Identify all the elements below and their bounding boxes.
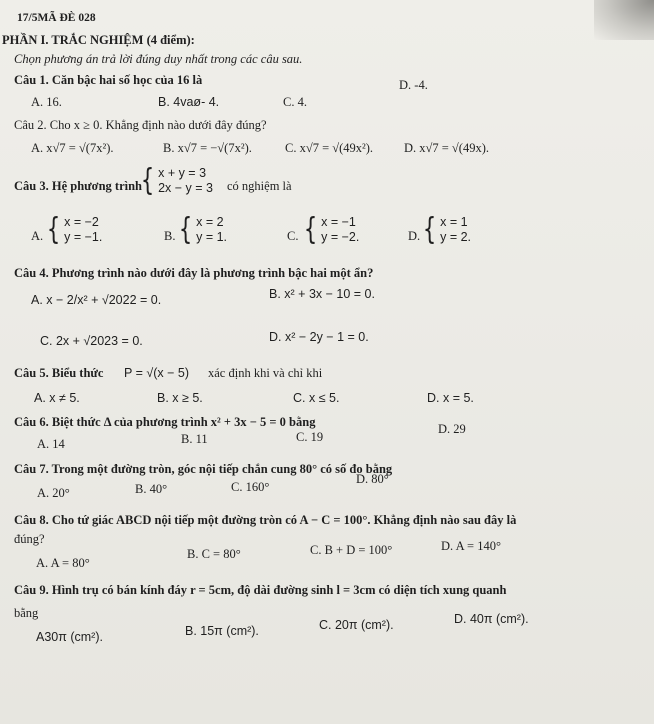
q7-option-c: C. 160°	[231, 480, 270, 494]
q2-option-b: B. x√7 = −√(7x²).	[163, 141, 252, 155]
q1-option-b: B. 4vaø- 4.	[158, 95, 220, 109]
q4-option-d: D. x² − 2y − 1 = 0.	[269, 330, 369, 344]
q3-b-row-2: y = 1.	[196, 230, 228, 244]
q5-option-b: B. x ≥ 5.	[157, 391, 203, 405]
q3-c-row-1: x = −1	[321, 215, 356, 229]
instruction: Chọn phương án trả lời đúng duy nhất trong các câu sau.	[14, 52, 303, 66]
q4-stem: Câu 4. Phương trình nào dưới đây là phương trình bậc hai một ẩn?	[14, 266, 374, 280]
q5-expression: P = √(x − 5)	[124, 366, 189, 380]
q3-option-b	[176, 212, 228, 247]
page-corner-shadow	[594, 0, 654, 40]
q5-option-a: A. x ≠ 5.	[34, 391, 80, 405]
q4-option-c: C. 2x + √2023 = 0.	[40, 334, 143, 348]
q7-option-d: D. 80°	[356, 472, 389, 486]
q8-stem: Câu 8. Cho tứ giác ABCD nội tiếp một đường tròn có A − C = 100°. Khẳng định nào sau đây là	[14, 513, 517, 527]
q3-option-c	[301, 212, 360, 247]
q6-option-a: A. 14	[37, 437, 65, 451]
q1-option-a: A. 16.	[31, 95, 62, 109]
q2-option-c: C. x√7 = √(49x²).	[285, 141, 374, 155]
q5-option-c: C. x ≤ 5.	[293, 391, 340, 405]
q3-option-a-label: A.	[31, 229, 44, 243]
q8-stem-2: đúng?	[14, 532, 45, 546]
q5-option-d: D. x = 5.	[427, 391, 474, 405]
brace: {	[303, 212, 318, 247]
q1-option-d: D. -4.	[399, 78, 428, 92]
q5-stem-end: xác định khi và chỉ khi	[208, 366, 323, 380]
q3-b-row-1: x = 2	[196, 215, 224, 229]
q9-option-b: B. 15π (cm²).	[185, 624, 259, 638]
q3-a-row-1: x = −2	[64, 215, 99, 229]
q7-option-b: B. 40°	[135, 482, 168, 496]
q9-option-d: D. 40π (cm²).	[454, 612, 529, 626]
q3-system-row-2: 2x − y = 3	[158, 181, 213, 195]
q4-option-a: A. x − 2/x² + √2022 = 0.	[31, 293, 162, 307]
q5-stem-start: Câu 5. Biểu thức	[14, 366, 104, 380]
q7-option-a: A. 20°	[37, 486, 70, 500]
q2-option-a: A. x√7 = √(7x²).	[31, 141, 114, 155]
q3-option-d-label: D.	[408, 229, 421, 243]
q1-option-c: C. 4.	[283, 95, 307, 109]
section-title: PHẦN I. TRẮC NGHIỆM (4 điểm):	[2, 33, 195, 47]
q8-option-a: A. A = 80°	[36, 556, 90, 570]
brace: {	[140, 163, 155, 198]
q3-system	[138, 163, 213, 198]
q7-stem: Câu 7. Trong một đường tròn, góc nội tiếp chắn cung 80° có số đo bằng	[14, 462, 393, 476]
q3-a-row-2: y = −1.	[64, 230, 103, 244]
q3-system-row-1: x + y = 3	[158, 166, 207, 180]
q3-option-b-label: B.	[164, 229, 176, 243]
q3-stem-end: có nghiệm là	[227, 179, 292, 193]
q9-option-a: A30π (cm²).	[36, 630, 103, 644]
q8-option-c: C. B + D = 100°	[310, 543, 393, 557]
q2-stem: Câu 2. Cho x ≥ 0. Khẳng định nào dưới đây đúng?	[14, 118, 267, 132]
q8-option-b: B. C = 80°	[187, 547, 241, 561]
q2-option-d: D. x√7 = √(49x).	[404, 141, 489, 155]
q9-stem: Câu 9. Hình trụ có bán kính đáy r = 5cm, độ dài đường sinh l = 3cm có diện tích xung quanh	[14, 583, 507, 597]
q3-option-c-label: C.	[287, 229, 299, 243]
brace: {	[422, 212, 437, 247]
brace: {	[178, 212, 193, 247]
q3-d-row-2: y = 2.	[440, 230, 472, 244]
q8-option-d: D. A = 140°	[441, 539, 501, 553]
q3-option-a	[44, 212, 103, 247]
q3-d-row-1: x = 1	[440, 215, 468, 229]
exam-code: 17/5MÃ ĐÈ 028	[17, 12, 96, 24]
q1-stem: Câu 1. Căn bậc hai số học của 16 là	[14, 73, 203, 87]
q6-stem: Câu 6. Biệt thức Δ của phương trình x² + 3x − 5 = 0 bằng	[14, 415, 316, 429]
q3-stem-start: Câu 3. Hệ phương trình	[14, 179, 142, 193]
q6-option-b: B. 11	[181, 432, 208, 446]
q3-option-d	[420, 212, 472, 247]
q6-option-c: C. 19	[296, 430, 324, 444]
q6-option-d: D. 29	[438, 422, 466, 436]
q9-option-c: C. 20π (cm²).	[319, 618, 394, 632]
q3-c-row-2: y = −2.	[321, 230, 360, 244]
q9-stem-2: bằng	[14, 606, 39, 620]
brace: {	[46, 212, 61, 247]
q4-option-b: B. x² + 3x − 10 = 0.	[269, 287, 375, 301]
